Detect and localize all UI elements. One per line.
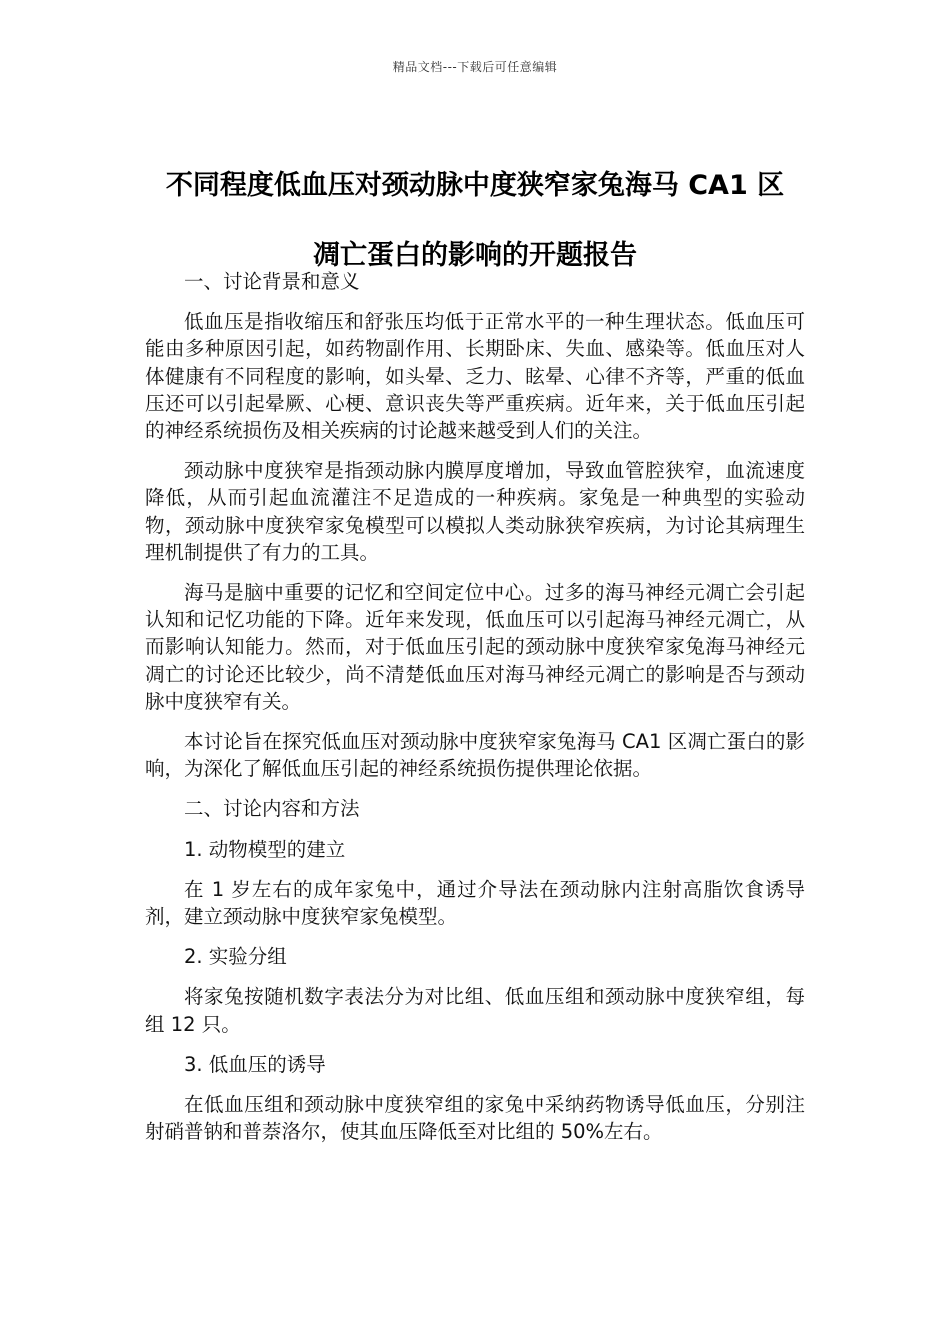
document-body [145,268,805,1158]
paragraph-hypotension: 低血压是指收缩压和舒张压均低于正常水平的一种生理状态。低血压可能由多种原因引起，如药物副作用、长期卧床、失血、感染等。低血压对人体健康有不同程度的影响，如头晕、乏力、眩晕、心律不齐等，严重的低血压还可以引起晕厥、心梗、意识丧失等严重疾病。近年来，关于低血压引起的神经系统损伤及相关疾病的讨论越来越受到人们的关注。 [145,310,805,443]
paragraph-grouping: 将家兔按随机数字表法分为对比组、低血压组和颈动脉中度狭窄组，每组 12 只。 [145,985,805,1036]
paragraph-animal-model: 在 1 岁左右的成年家兔中，通过介导法在颈动脉内注射高脂饮食诱导剂，建立颈动脉中度狭窄家兔模型。 [145,877,805,929]
title-line-1: 不同程度低血压对颈动脉中度狭窄家兔海马 CA1 区 [165,170,785,202]
section-heading-methods: 二、讨论内容和方法 [184,797,360,821]
title-line-2: 凋亡蛋白的影响的开题报告 [313,240,637,272]
paragraph-study-aim: 本讨论旨在探究低血压对颈动脉中度狭窄家兔海马 CA1 区凋亡蛋白的影响，为深化了解低血压引起的神经系统损伤提供理论依据。 [145,730,805,781]
running-header: 精品文档---下载后可任意编辑 [392,60,558,74]
section-heading-background: 一、讨论背景和意义 [184,270,360,293]
paragraph-hippocampus: 海马是脑中重要的记忆和空间定位中心。过多的海马神经元凋亡会引起认知和记忆功能的下降。近年来发现，低血压可以引起海马神经元凋亡，从而影响认知能力。然而，对于低血压引起的颈动脉中度狭窄家兔海马神经元凋亡的讨论还比较少，尚不清楚低血压对海马神经元凋亡的影响是否与颈动脉中度狭窄有关。 [145,581,805,713]
paragraph-hypotension-induction: 在低血压组和颈动脉中度狭窄组的家兔中采纳药物诱导低血压，分别注射硝普钠和普萘洛尔，使其血压降低至对比组的 50%左右。 [145,1093,805,1144]
paragraph-carotid-stenosis: 颈动脉中度狭窄是指颈动脉内膜厚度增加，导致血管腔狭窄，血流速度降低，从而引起血流灌注不足造成的一种疾病。家兔是一种典型的实验动物，颈动脉中度狭窄家兔模型可以模拟人类动脉狭窄疾病，为讨论其病理生理机制提供了有力的工具。 [145,459,805,564]
subheading-animal-model: 1. 动物模型的建立 [184,837,346,861]
subheading-hypotension-induction: 3. 低血压的诱导 [184,1052,326,1076]
subheading-grouping: 2. 实验分组 [184,945,287,969]
